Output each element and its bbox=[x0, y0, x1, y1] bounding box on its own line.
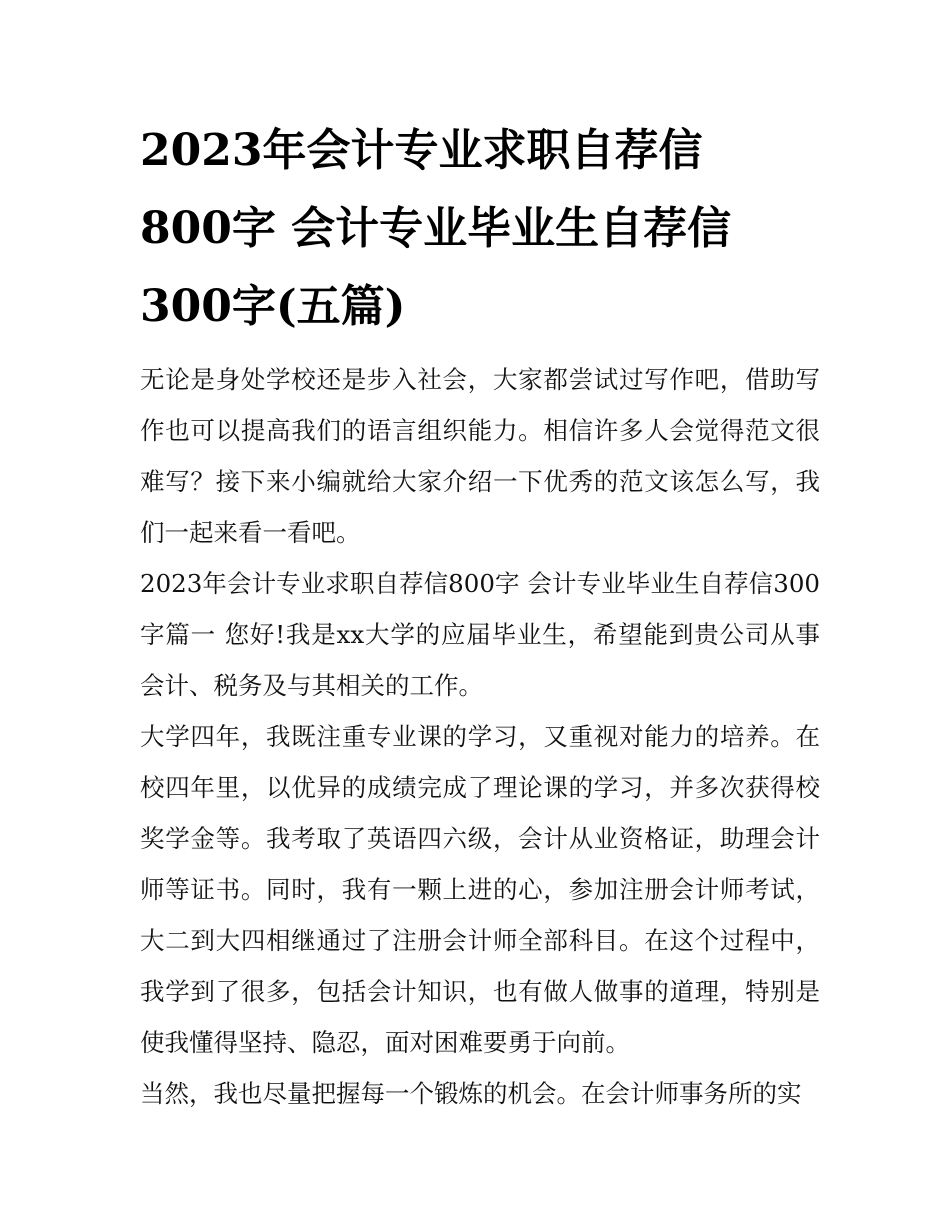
document-title bbox=[140, 112, 820, 346]
paragraph-greeting: 2023年会计专业求职自荐信800字 会计专业毕业生自荐信300字篇一 您好!我是xx大学的应届毕业生，希望能到贵公司从事会计、税务及与其相关的工作。 bbox=[140, 569, 820, 700]
paragraph-university: 大学四年，我既注重专业课的学习，又重视对能力的培养。在校四年里，以优异的成绩完成了理论课的学习，并多次获得校奖学金等。我考取了英语四六级，会计从业资格证，助理会计师等证书。同时，我有一颗上进的心，参加注册会计师考试，大二到大四相继通过了注册会计师全部科目。在这个过程中，我学到了很多，包括会计知识，也有做人做事的道理，特别是使我懂得坚持、隐忍，面对困难要勇于向前。 bbox=[140, 722, 820, 1057]
paragraph-intro: 无论是身处学校还是步入社会，大家都尝试过写作吧，借助写作也可以提高我们的语言组织能力。相信许多人会觉得范文很难写？接下来小编就给大家介绍一下优秀的范文该怎么写，我们一起来看一看吧。 bbox=[140, 365, 820, 547]
paragraph-practice: 当然，我也尽量把握每一个锻炼的机会。在会计师事务所的实 bbox=[140, 1079, 802, 1108]
title-line-3: 300字(五篇) bbox=[140, 281, 406, 332]
title-line-1: 2023年会计专业求职自荐信 bbox=[140, 125, 703, 176]
document-content bbox=[140, 112, 820, 1119]
title-line-2: 800字 会计专业毕业生自荐信 bbox=[140, 203, 732, 254]
